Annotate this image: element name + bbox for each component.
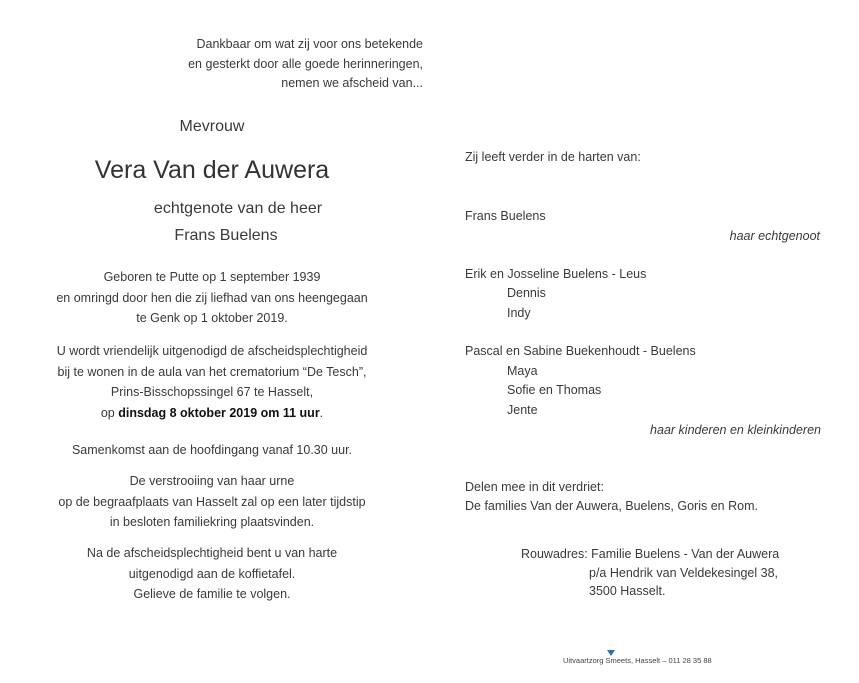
coffee-block bbox=[87, 543, 337, 605]
text-line: en omringd door hen die zij liefhad van ons heengegaan bbox=[56, 290, 368, 305]
family-head: Erik en Josseline Buelens - Leus bbox=[465, 267, 647, 281]
gathering-line: Samenkomst aan de hoofdingang vanaf 10.30 uur. bbox=[71, 443, 353, 457]
family-head: Pascal en Sabine Buekenhoudt - Buelens bbox=[465, 344, 696, 358]
text-line: uitgenodigd aan de koffietafel. bbox=[128, 566, 296, 581]
husband-name: Frans Buelens bbox=[465, 209, 546, 223]
birth-death-block bbox=[56, 267, 367, 329]
family-member: Dennis bbox=[507, 286, 546, 300]
intro-line: en gesterkt door alle goede herinneringen, bbox=[188, 56, 423, 71]
text-line: op de begraafplaats van Hasselt zal op een later tijdstip bbox=[58, 494, 366, 509]
text-line: in besloten familiekring plaatsvinden. bbox=[109, 515, 315, 529]
intro-line: nemen we afscheid van... bbox=[281, 76, 423, 90]
address-label: Rouwadres: Familie Buelens - Van der Auwera bbox=[521, 547, 780, 561]
salutation: Mevrouw bbox=[179, 118, 245, 135]
text-line: te Genk op 1 oktober 2019. bbox=[136, 311, 288, 325]
spouse-line-2: Frans Buelens bbox=[174, 227, 278, 244]
ceremony-date: dinsdag 8 oktober 2019 om 11 uur bbox=[118, 405, 320, 420]
text-line: Gelieve de familie te volgen. bbox=[133, 587, 291, 601]
invitation-block bbox=[57, 341, 368, 423]
funeral-director-footer: Uitvaartzorg Smeets, Hasselt – 011 28 35 88 bbox=[563, 656, 712, 665]
intro-text bbox=[188, 35, 423, 94]
date-suffix: . bbox=[319, 405, 324, 420]
text-line: U wordt vriendelijk uitgenodigd de afscheidsplechtigheid bbox=[56, 344, 368, 358]
date-prefix: op bbox=[100, 405, 119, 420]
urn-block bbox=[58, 471, 365, 533]
spouse-line-1: echtgenote van de heer bbox=[153, 200, 323, 217]
share-intro: Delen mee in dit verdriet: bbox=[465, 480, 604, 494]
text-line: Prins-Bisschopssingel 67 te Hasselt, bbox=[110, 385, 314, 399]
share-families: De families Van der Auwera, Buelens, Goris en Rom. bbox=[465, 499, 758, 513]
family-member: Sofie en Thomas bbox=[507, 383, 602, 397]
text-line: De verstrooiing van haar urne bbox=[129, 474, 295, 488]
ceremony-date-line bbox=[57, 403, 368, 424]
family-member: Jente bbox=[507, 403, 538, 417]
intro-line: Dankbaar om wat zij voor ons betekende bbox=[196, 37, 423, 51]
family-member: Maya bbox=[507, 364, 538, 378]
text-line: Na de afscheidsplechtigheid bent u van harte bbox=[86, 546, 338, 560]
husband-role: haar echtgenoot bbox=[729, 229, 820, 243]
text-line: bij te wonen in de aula van het crematorium “De Tesch”, bbox=[57, 364, 367, 379]
address-street: p/a Hendrik van Veldekesingel 38, bbox=[589, 566, 779, 580]
children-role: haar kinderen en kleinkinderen bbox=[650, 423, 821, 437]
survivors-intro: Zij leeft verder in de harten van: bbox=[465, 150, 641, 164]
deceased-name: Vera Van der Auwera bbox=[94, 156, 330, 184]
address-city: 3500 Hasselt. bbox=[589, 584, 666, 598]
text-line: Geboren te Putte op 1 september 1939 bbox=[103, 270, 321, 284]
family-member: Indy bbox=[507, 306, 531, 320]
